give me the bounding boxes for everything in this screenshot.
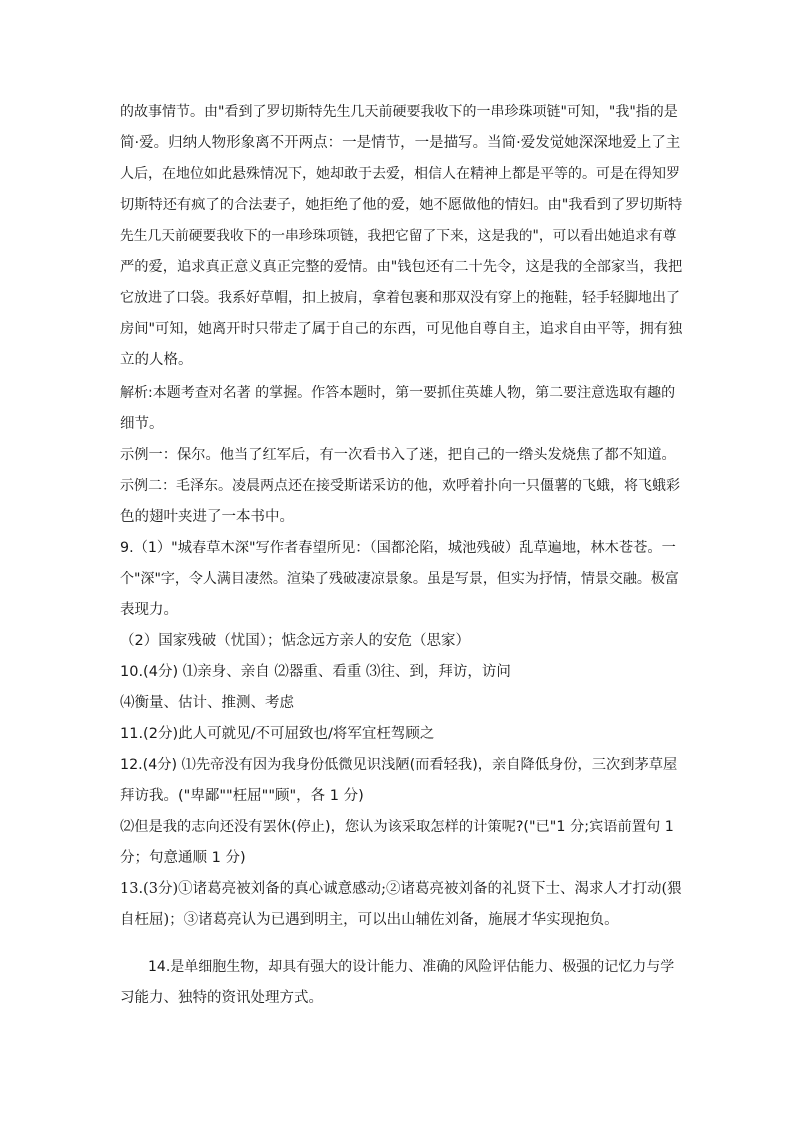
text-line: 拜访我。("卑鄙""枉屈""顾"，各 1 分) (120, 788, 364, 804)
text-line: 13.(3分)①诸葛亮被刘备的真心诚意感动;②诸葛亮被刘备的礼贤下士、渴求人才打动(猥 (120, 881, 682, 897)
answer-12 (120, 750, 682, 874)
text-line: 个"深"字，令人满目凄然。渲染了残破凄凉景象。虽是写景，但实为抒情，情景交融。极富 (120, 571, 679, 587)
example-one (120, 440, 682, 471)
text-line: 色的翅叶夹进了一本书中。 (120, 509, 294, 525)
text-line: 房间"可知，她离开时只带走了属于自己的东西，可见他自尊自主，追求自由平等，拥有独 (120, 321, 683, 337)
text-line: （2）国家残破（忧国）；惦念远方亲人的安危（思家） (120, 633, 470, 649)
text-line: 分；句意通顺 1 分) (120, 850, 246, 866)
text-line: 切斯特还有疯了的合法妻子，她拒绝了他的爱，她不愿做他的情妇。由"我看到了罗切斯特 (120, 197, 683, 213)
answer-10 (120, 657, 682, 719)
text-line: 立的人格。 (120, 352, 193, 368)
text-line: 的故事情节。由"看到了罗切斯特先生几天前硬要我收下的一串珍珠项链"可知，"我"指的是 (120, 104, 678, 120)
text-line: 习能力、独特的资讯处理方式。 (120, 990, 323, 1006)
answer-11 (120, 719, 682, 750)
text-line: 它放进了口袋。我系好草帽，扣上披肩，拿着包裹和那双没有穿上的拖鞋，轻手轻脚地出了 (120, 290, 680, 306)
text-line: 解析:本题考查对名著 的掌握。作答本题时，第一要抓住英雄人物，第二要注意选取有趣的 (120, 385, 676, 401)
text-line: 人后，在地位如此悬殊情况下，她却敢于去爱，相信人在精神上都是平等的。可是在得知罗 (120, 166, 680, 182)
text-line: 自枉屈)；③诸葛亮认为已遇到明主，可以出山辅佐刘备，施展才华实现抱负。 (120, 912, 619, 928)
text-line: 简·爱。归纳人物形象离不开两点：一是情节，一是描写。当简·爱发觉她深深地爱上了主 (120, 135, 681, 151)
text-line: 示例二：毛泽东。凌晨两点还在接受斯诺采访的他，欢呼着扑向一只僵薯的飞蛾，将飞蛾彩 (120, 478, 680, 494)
answer-9 (120, 533, 682, 657)
text-line: 9.（1）"城春草木深"写作者春望所见：（国都沦陷，城池残破）乱草遍地，林木苍苍。一 (120, 540, 676, 556)
story-paragraph (120, 97, 682, 376)
text-line: 表现力。 (120, 602, 178, 618)
example-two (120, 471, 682, 533)
text-line: 严的爱，追求真正意义真正完整的爱情。由"钱包还有二十先令，这是我的全部家当，我把 (120, 259, 683, 275)
text-line: 14.是单细胞生物，却具有强大的设计能力、准确的风险评估能力、极强的记忆力与学 (148, 959, 675, 975)
text-line: ⑷衡量、估计、推测、考虑 (120, 695, 294, 711)
text-line: 11.(2分)此人可就见/不可屈致也/将军宜枉驾顾之 (120, 726, 435, 742)
analysis-paragraph (120, 378, 682, 440)
text-line: 10.(4分) ⑴亲身、亲自 ⑵器重、看重 ⑶往、到，拜访，访问 (120, 664, 511, 680)
text-line: 12.(4分) ⑴先帝没有因为我身份低微见识浅陋(而看轻我)，亲自降低身份，三次到茅草屋 (120, 757, 678, 773)
answer-14 (120, 952, 682, 1014)
text-line: 先生几天前硬要我收下的一串珍珠项链，我把它留了下来，这是我的"，可以看出她追求有尊 (120, 228, 677, 244)
text-line: 细节。 (120, 416, 164, 432)
text-line: ⑵但是我的志向还没有罢休(停止)，您认为该采取怎样的计策呢?("已"1 分;宾语前置句 1 (120, 819, 674, 835)
answer-13 (120, 874, 682, 936)
text-line: 示例一：保尔。他当了红军后，有一次看书入了迷，把自己的一绺头发烧焦了都不知道。 (120, 447, 676, 463)
